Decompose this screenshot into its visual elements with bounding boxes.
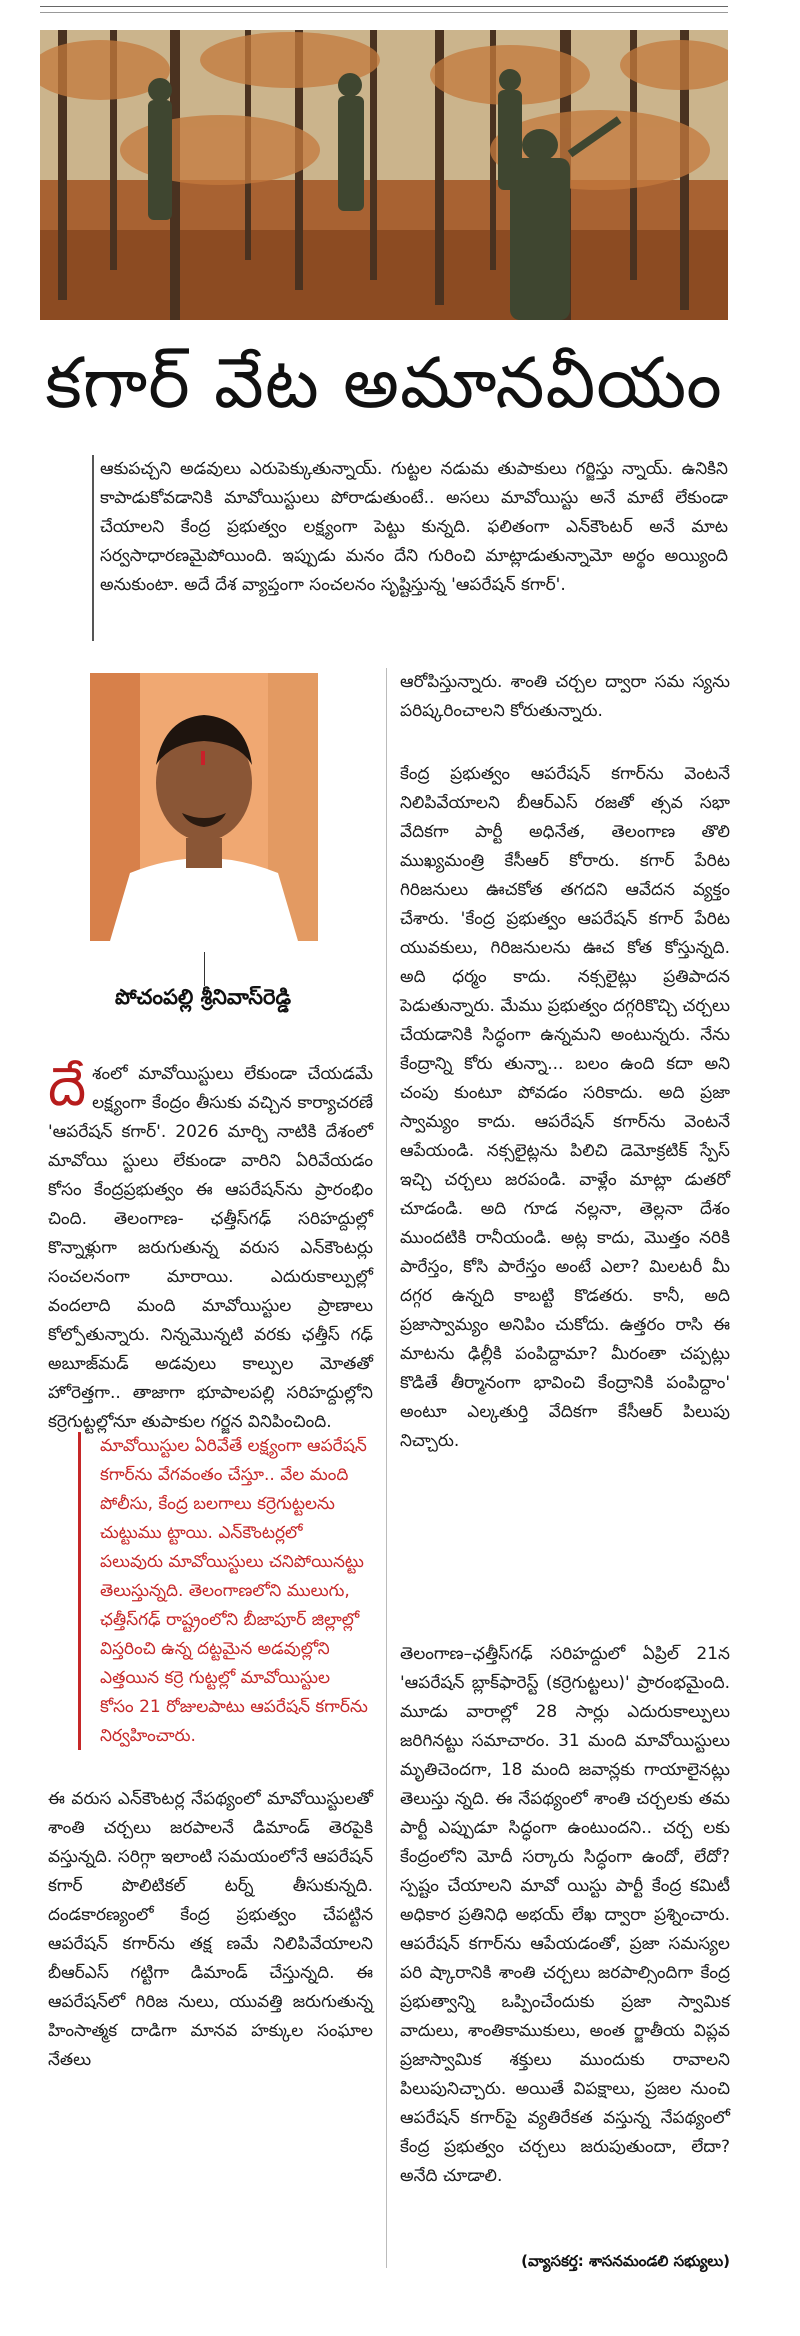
author-rule	[204, 952, 205, 986]
author-portrait	[90, 673, 318, 941]
left-column-para-2: ఈ వరుస ఎన్‌కౌంటర్ల నేపథ్యంలో మావోయిస్టులతో శాంతి చర్చలు జరపాలనే డిమాండ్ తెరపైకి వస్తున్నది. సరిగ్గా ఇలాంటి సమయంలోనే ఆపరేషన్ కగార్ పొలిటికల్ టర్న్ తీసుకున్నది. దండకారణ్యంలో కేంద్ర ప్రభుత్వం చేపట్టిన ఆపరేషన్ కగార్‌ను తక్ష ణమే నిలిపివేయాలని బీఆర్‌ఎస్ గట్టిగా డిమాండ్ చేస్తున్నది. ఈ ఆపరేషన్‌లో గిరిజ నులు, యువత్తి జరుగుతున్న హింసాత్మక దాడిగా మానవ హక్కుల సంఘాల నేతలు	[48, 1789, 373, 2070]
right-column-para-1: ఆరోపిస్తున్నారు. శాంతి చర్చల ద్వారా సమ స్యను పరిష్కరించాలని కోరుతున్నారు.	[400, 672, 730, 721]
drop-cap: దే	[48, 1055, 87, 1118]
author-credit: (వ్యాసకర్త: శాసనమండలి సభ్యులు)	[521, 2252, 730, 2270]
intro-accent-bar	[92, 455, 94, 641]
right-column-para-2: కేంద్ర ప్రభుత్వం ఆపరేషన్ కగార్‌ను వెంటనే నిలిపివేయాలని బీఆర్‌ఎస్ రజతో త్సవ సభా వేదికగా పార్టీ అధినేత, తెలంగాణ తొలి ముఖ్యమంత్రి కేసీఆర్ కోరారు. కగార్ పేరిట గిరిజనులు ఊచకోత తగదని ఆవేదన వ్యక్తం చేశారు. 'కేంద్ర ప్రభుత్వం ఆపరేషన్ కగార్ పేరిట యువకులు, గిరిజనులను ఊచ కోత కోస్తున్నది. అది ధర్మం కాదు. నక్సలైట్లు ప్రతిపాదన పెడుతున్నారు. మేము ప్రభుత్వం దగ్గరికొచ్చి చర్చలు చేయడానికి సిద్ధంగా ఉన్నమని అంటున్నరు. నేను కేంద్రాన్ని కోరు తున్నా... బలం ఉంది కదా అని చంపు కుంటూ పోవడం సరికాదు. అది ప్రజా స్వామ్యం కాదు. ఆపరేషన్ కగార్‌ను వెంటనే ఆపేయండి. నక్సలైట్లను పిలిచి డెమోక్రటిక్ స్పేస్ ఇచ్చి చర్చలు జరపండి. వాళ్లేం మాట్లా డుతరో చూడండి. అది గూడ నల్లనా, తెల్లనా దేశం ముందటికి రానీయండి. అట్ల కాదు, మొత్తం నరికి పారేస్తం, కోసి పారేస్తం అంటే ఎలా? మిలటరీ మీ దగ్గర ఉన్నది కాబట్టి కొడతరు. కానీ, అది ప్రజాస్వామ్యం అనిపిం చుకోదు. ఉత్తరం రాసి ఈ మాటను ఢిల్లీకి పంపిద్దామా? మీరంతా చప్పట్లు కొడితే తీర్మానంగా భావించి కేంద్రానికి పంపిద్దాం' అంటూ ఎల్కతుర్తి వేదికగా కేసీఆర్ పిలుపు నిచ్చారు.	[400, 764, 730, 1451]
forest-illustration	[40, 30, 728, 320]
hero-photo-forest-soldiers	[40, 30, 728, 320]
column-divider	[386, 668, 387, 2268]
left-column-para-1	[48, 1055, 373, 1437]
author-photo	[90, 673, 318, 941]
intro-paragraph: ఆకుపచ్చని అడవులు ఎరుపెక్కుతున్నాయ్. గుట్టల నడుమ తుపాకులు గర్జిస్తు న్నాయ్. ఉనికిని కాపాడుకోవడానికి మావోయిస్టులు పోరాడుతుంటే.. అసలు మావోయిస్టు అనే మాటే లేకుండా చేయాలని కేంద్ర ప్రభుత్వం లక్ష్యంగా పెట్టు కున్నది. ఫలితంగా ఎన్‌కౌంటర్ అనే మాట సర్వసాధారణమైపోయింది. ఇప్పుడు మనం దేని గురించి మాట్లాడుతున్నామో అర్థం అయ్యింది అనుకుంటా. అదే దేశ వ్యాప్తంగా సంచలనం సృష్టిస్తున్న 'ఆపరేషన్ కగార్'.	[100, 459, 728, 595]
top-rule-secondary	[40, 12, 728, 13]
top-rule	[40, 6, 728, 7]
left-para-1-text: శంలో మావోయిస్టులు లేకుండా చేయడమే లక్ష్యంగా కేంద్రం తీసుకు వచ్చిన కార్యాచరణే 'ఆపరేషన్ కగార్'. 2026 మార్చి నాటికి దేశంలో మావోయి స్టులు లేకుండా వారిని ఏరివేయడం కోసం కేంద్రప్రభుత్వం ఈ ఆపరేషన్‌ను ప్రారంభిం చింది. తెలంగాణ- ఛత్తీస్‌గఢ్ సరిహద్దుల్లో కొన్నాళ్లుగా జరుగుతున్న వరుస ఎన్‌కౌంటర్లు సంచలనంగా మారాయి. ఎదురుకాల్పుల్లో వందలాది మంది మావోయిస్టుల ప్రాణాలు కోల్పోతున్నారు. నిన్నమొన్నటి వరకు ఛత్తీస్ గఢ్ అబూజ్‌మడ్ అడవులు కాల్పుల మోతతో హోరెత్తగా.. తాజాగా భూపాలపల్లి సరిహద్దుల్లోని కర్రెగుట్టల్లోనూ తుపాకుల గర్జన వినిపించింది.	[48, 1064, 373, 1432]
right-column-para-3: తెలంగాణ–ఛత్తీస్‌గఢ్ సరిహద్దులో ఏప్రిల్ 21న 'ఆపరేషన్ బ్లాక్‌ఫారెస్ట్ (కర్రెగుట్టలు)' ప్రారంభమైంది. మూడు వారాల్లో 28 సార్లు ఎదురుకాల్పులు జరిగినట్టు సమాచారం. 31 మంది మావోయిస్టులు మృతిచెందగా, 18 మంది జవాన్లకు గాయాలైనట్లు తెలుస్తు న్నది. ఈ నేపథ్యంలో శాంతి చర్చలకు తమ పార్టీ ఎప్పుడూ సిద్ధంగా ఉంటుందని.. చర్చ లకు కేంద్రంలోని మోదీ సర్కారు సిద్ధంగా ఉందో, లేదో? స్పష్టం చేయాలని మావో యిస్టు పార్టీ కేంద్ర కమిటీ అధికార ప్రతినిధి అభయ్ లేఖ ద్వారా ప్రశ్నించారు. ఆపరేషన్ కగార్‌ను ఆపేయడంతో, ప్రజా సమస్యల పరి ష్కారానికి శాంతి చర్చలు జరపాల్సిందిగా కేంద్ర ప్రభుత్వాన్ని ఒప్పించేందుకు ప్రజా స్వామిక వాదులు, శాంతికాముకులు, అంత ర్జాతీయ విప్లవ ప్రజాస్వామిక శక్తులు ముందుకు రావాలని పిలుపునిచ్చారు. అయితే విపక్షాలు, ప్రజల నుంచి ఆపరేషన్ కగార్‌పై వ్యతిరేకత వస్తున్న నేపథ్యంలో కేంద్ర ప్రభుత్వం చర్చలు జరుపుతుందా, లేదా? అనేది చూడాలి.	[400, 1644, 730, 2186]
headline: కగార్ వేట అమానవీయం	[45, 342, 723, 424]
author-name: పోచంపల్లి శ్రీనివాస్‌రెడ్డి	[114, 985, 291, 1009]
pull-quote: మావోయిస్టుల ఏరివేతే లక్ష్యంగా ఆపరేషన్ కగార్‌ను వేగవంతం చేస్తూ.. వేల మంది పోలీసు, కేంద్ర బలగాలు కర్రెగుట్టలను చుట్టుము ట్టాయి. ఎన్‌కౌంటర్లలో పలువురు మావోయిస్టులు చనిపోయినట్టు తెలుస్తున్నది. తెలంగాణలోని ములుగు, ఛత్తీస్‌గఢ్ రాష్ట్రంలోని బీజాపూర్ జిల్లాల్లో విస్తరించి ఉన్న దట్టమైన అడవుల్లోని ఎత్తయిన కర్రె గుట్టల్లో మావోయిస్టుల కోసం 21 రోజులపాటు ఆపరేషన్ కగార్‌ను నిర్వహించారు.	[100, 1436, 368, 1746]
